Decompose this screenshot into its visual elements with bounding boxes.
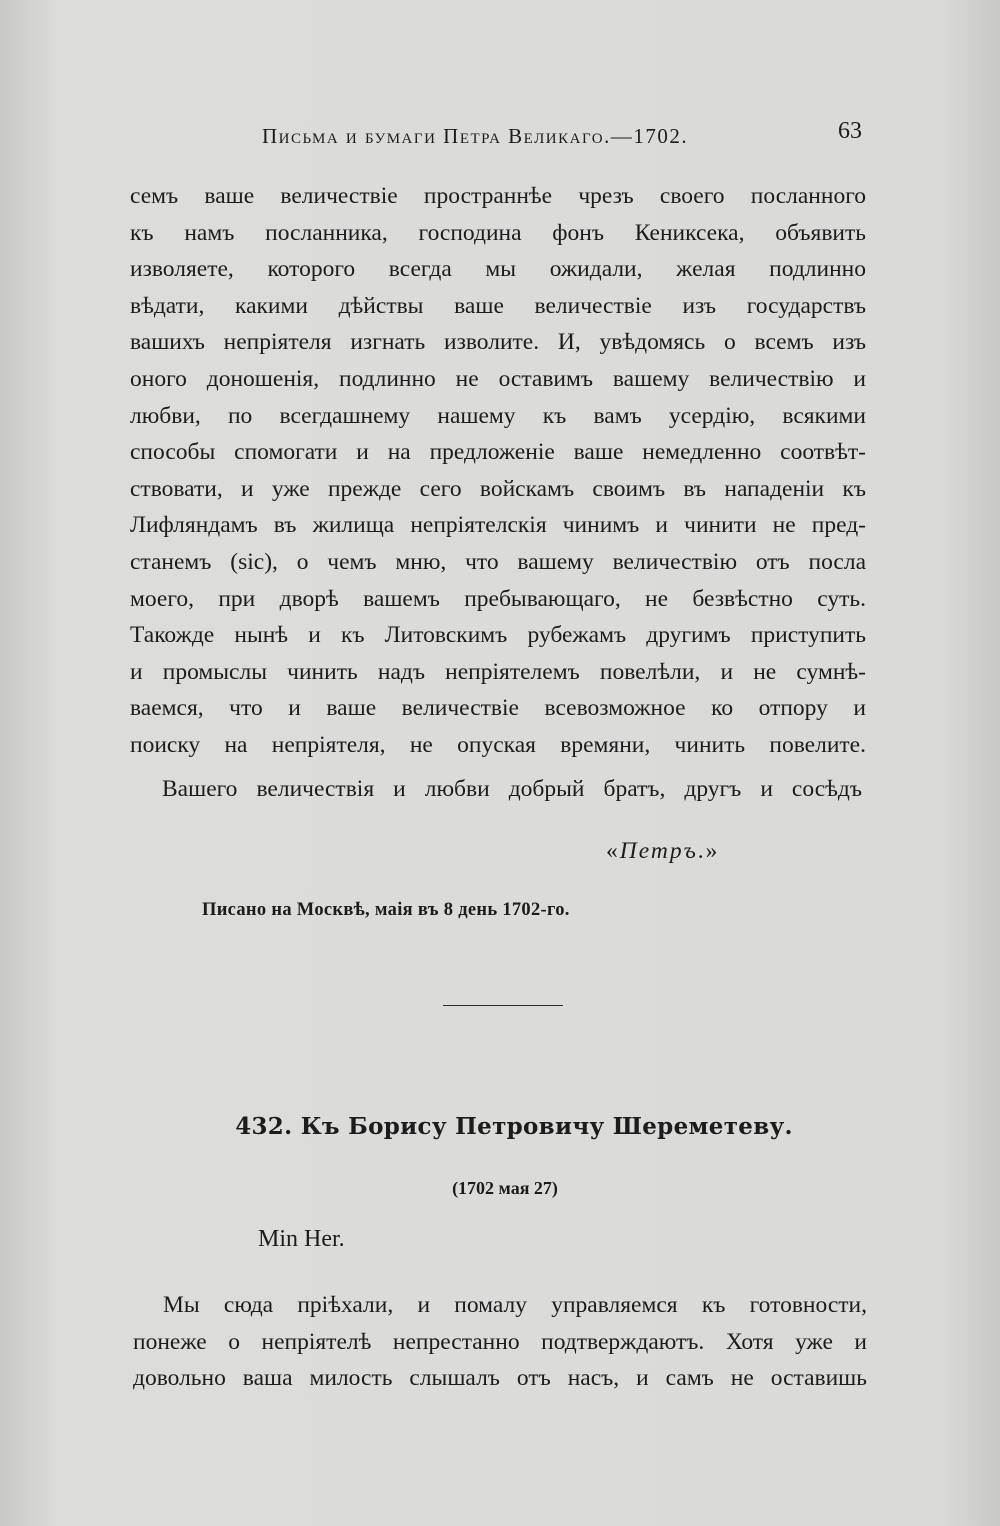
text-line: Такожде нынѣ и къ Литовскимъ рубежамъ другимъ приступить xyxy=(130,622,866,649)
text-line: вашихъ непріятеля изгнать изволите. И, увѣдомясь о всемъ изъ xyxy=(130,329,866,356)
text-line: ваемся, что и ваше величествіе всевозможное ко отпору и xyxy=(130,695,866,722)
text-line: Лифляндамъ въ жилища непріятелскія чинимъ и чинити не пред- xyxy=(130,512,866,539)
text-line: моего, при дворѣ вашемъ пребывающаго, не безвѣстно суть. xyxy=(130,585,866,612)
running-title: Письма и бумаги Петра Великаго.—1702. xyxy=(262,124,689,148)
letter-body xyxy=(130,178,866,764)
text-line: вѣдати, какими дѣйствы ваше величествіе изъ государствъ xyxy=(130,292,866,319)
text-line: оного доношенія, подлинно не оставимъ вашему величествію и xyxy=(130,365,866,392)
text-line: любви, по всегдашнему нашему къ вамъ усердію, всякими xyxy=(130,402,866,429)
text-line: довольно ваша милость слышалъ отъ насъ, и самъ не оставишь xyxy=(133,1365,867,1392)
signature-name: Петръ xyxy=(619,838,698,864)
salutation: Min Her. xyxy=(258,1226,345,1252)
text-line: семъ ваше величествіе пространнѣе чрезъ своего посланного xyxy=(130,183,866,209)
signature-open-quote: « xyxy=(606,838,620,864)
text-line: ствовати, и уже прежде сего войскамъ своимъ въ нападеніи къ xyxy=(130,475,866,502)
signature-close-quote: .» xyxy=(697,838,720,864)
place-date-line: Писано на Москвѣ, маія въ 8 день 1702-го. xyxy=(202,900,570,920)
document-date: (1702 мая 27) xyxy=(452,1178,558,1198)
section-divider xyxy=(443,1005,563,1006)
text-line: изволяете, которого всегда мы ожидали, желая подлинно xyxy=(130,256,866,283)
text-line: способы спомогати и на предложеніе ваше немедленно соотвѣт- xyxy=(130,439,866,466)
text-line: станемъ (sic), о чемъ мню, что вашему величествію отъ посла xyxy=(130,548,866,575)
document-title: 432. Къ Борису Петровичу Шереметеву. xyxy=(235,1113,793,1140)
text-line: и промыслы чинить надъ непріятелемъ повелѣли, и не сумнѣ- xyxy=(130,658,866,685)
document-body xyxy=(133,1287,867,1397)
text-line: къ намъ посланника, господина фонъ Кениксека, объявить xyxy=(130,219,866,246)
page-number: 63 xyxy=(838,118,862,144)
text-line: понеже о непріятелѣ непрестанно подтверждаютъ. Хотя уже и xyxy=(133,1328,867,1355)
letter-closing: Вашего величествія и любви добрый братъ, другъ и сосѣдъ xyxy=(162,776,862,802)
text-line: Мы сюда пріѣхали, и помалу управляемся къ готовности, xyxy=(163,1292,867,1318)
page-header xyxy=(262,118,862,158)
text-line: поиску на непріятеля, не опуская времяни, чинить повелите. xyxy=(130,731,866,758)
signature xyxy=(606,838,719,865)
